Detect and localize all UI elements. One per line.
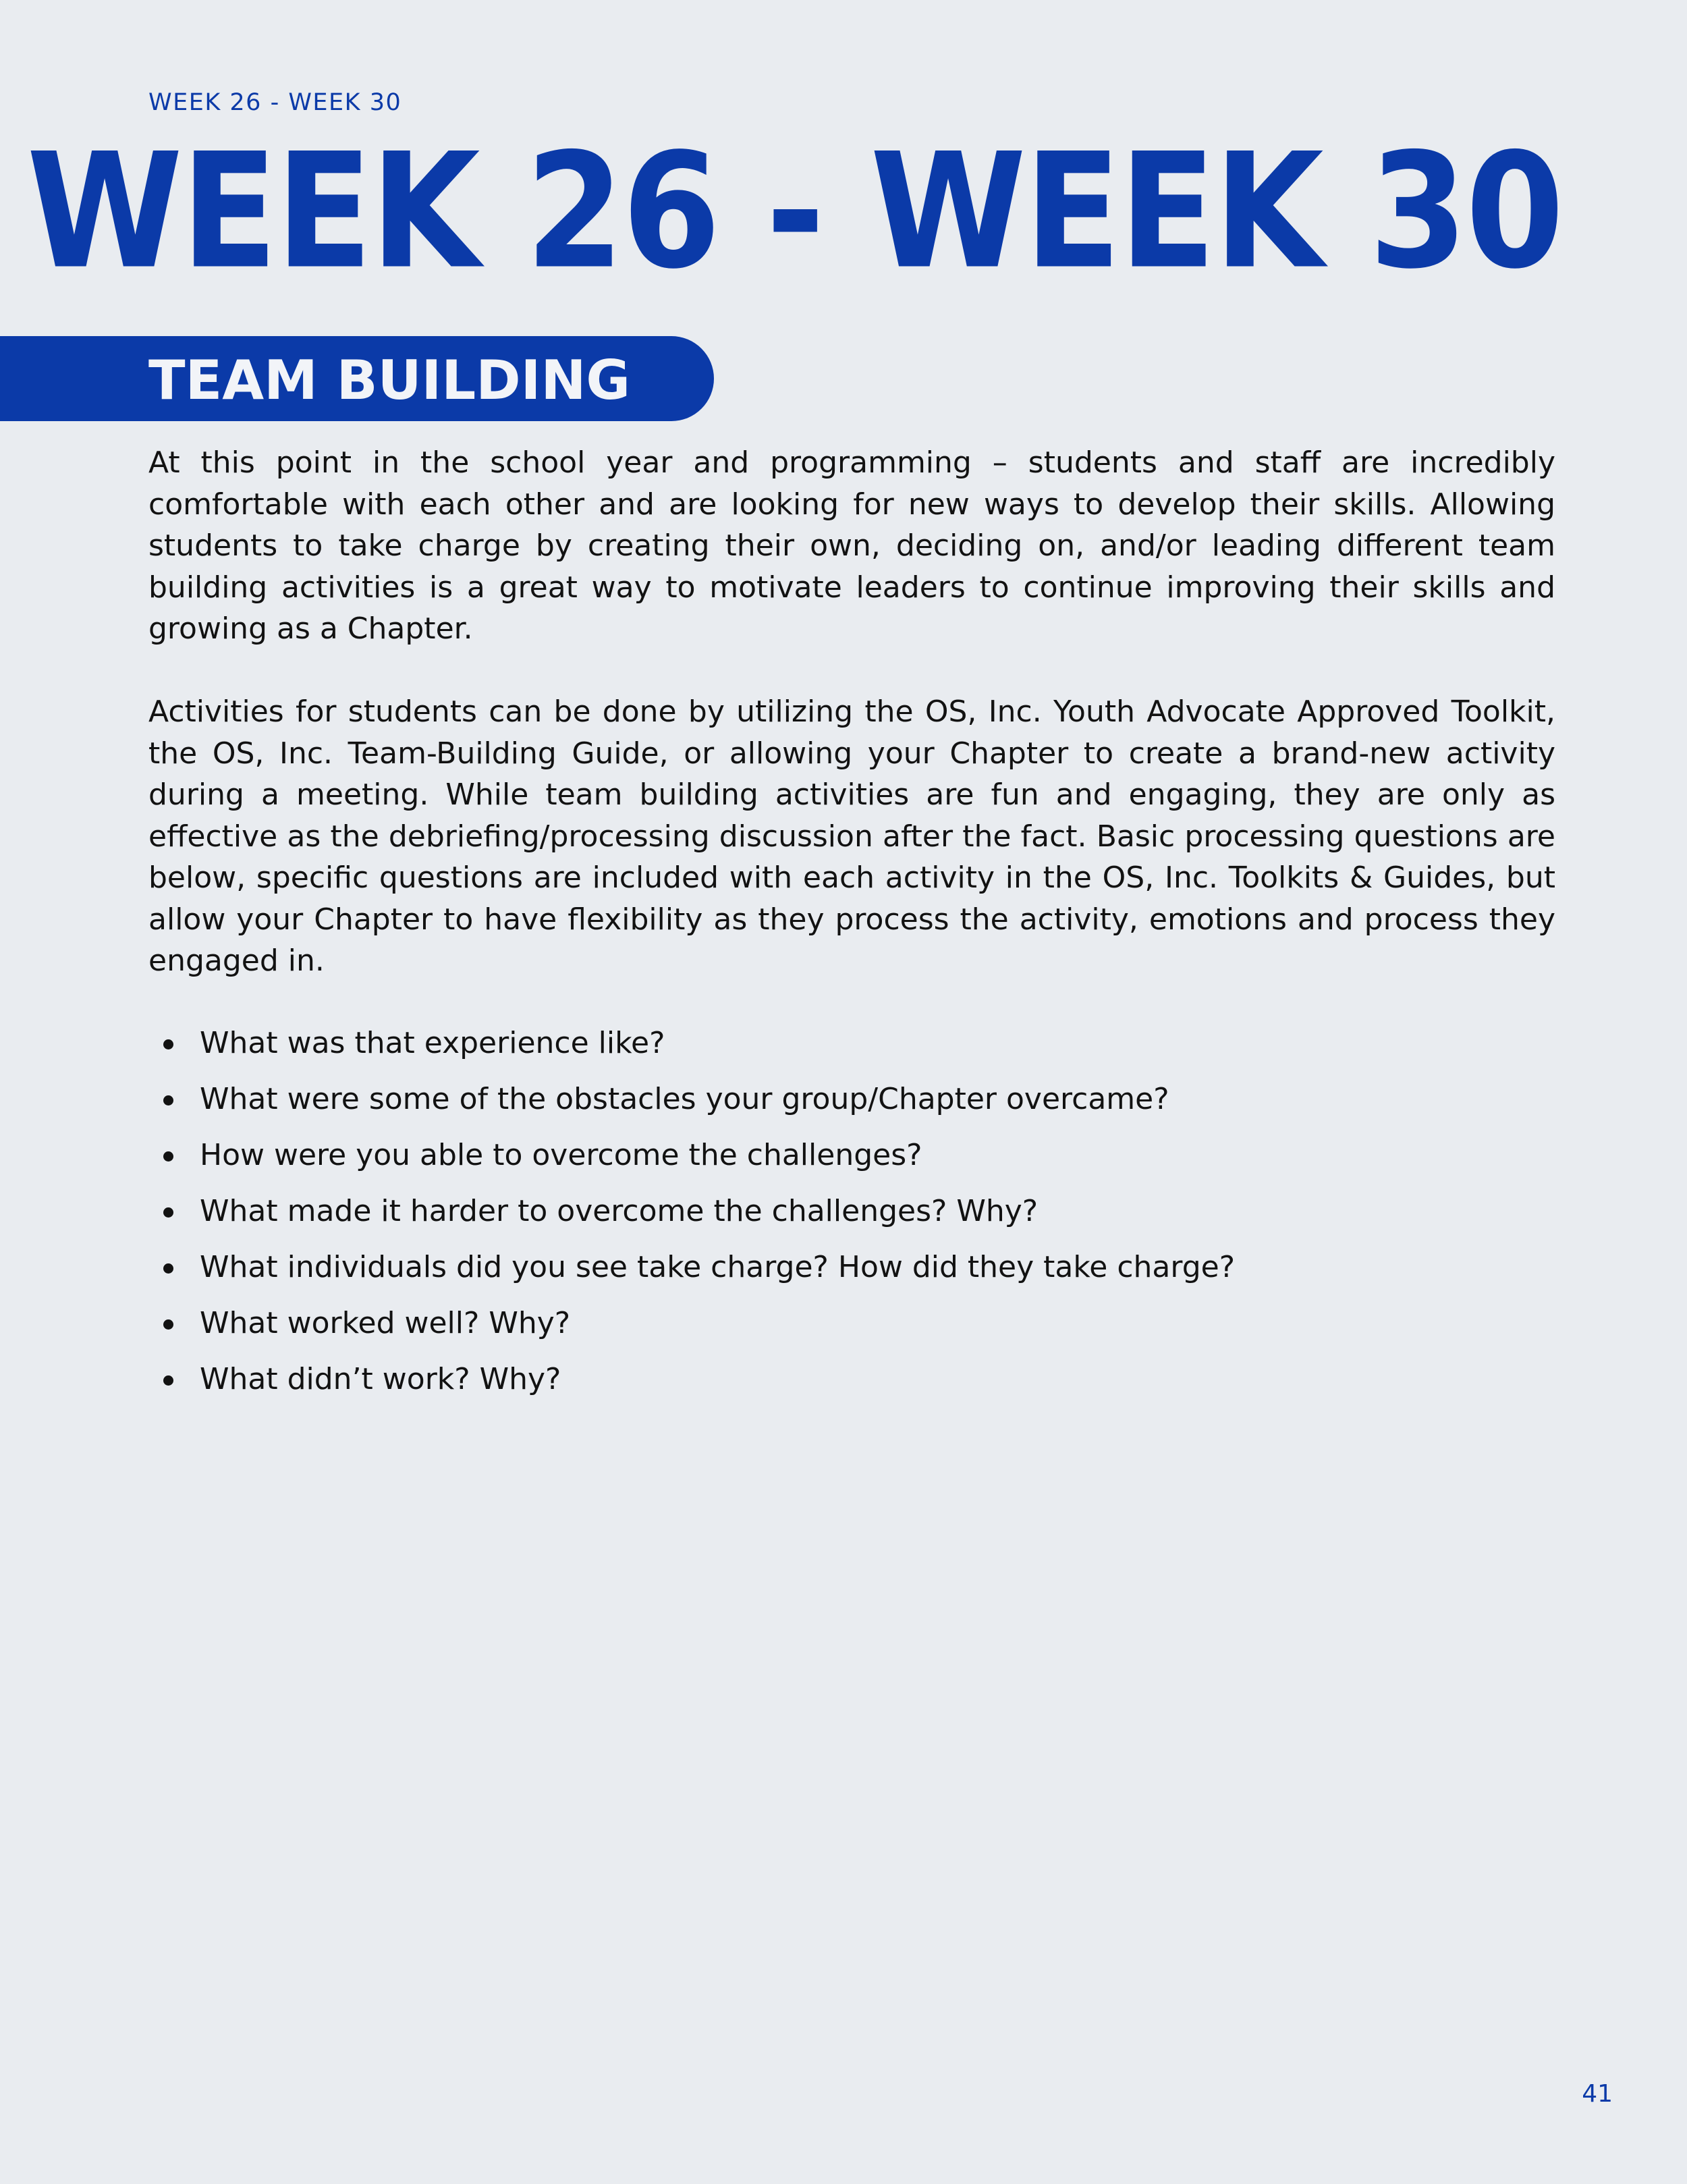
activities-paragraph: Activities for students can be done by utilizing the OS, Inc. Youth Advocate Approved Toolkit, the OS, Inc. Team-Building Guide, or allowing your Chapter to create a brand-new activity during a meeting. While team building activities are fun and engaging, they are only as effective as the debriefing/processing discussion after the fact. Basic processing questions are below, specific questions are included with each activity in the OS, Inc. Toolkits & Guides, but allow your Chapter to have flexibility as they process the activity, emotions and process they engaged in. [148, 694, 1555, 978]
page-number: 41 [1582, 2080, 1613, 2108]
running-header: WEEK 26 - WEEK 30 [148, 89, 402, 116]
question-text: What didn’t work? Why? [200, 1362, 561, 1396]
page-title: WEEK 26 - WEEK 30 [26, 119, 1562, 304]
section-title: TEAM BUILDING [148, 349, 631, 412]
question-text: What was that experience like? [200, 1026, 665, 1060]
list-item [148, 1359, 1555, 1415]
bullet-icon [163, 1319, 173, 1330]
processing-questions-list [148, 1022, 1555, 1415]
question-text: What worked well? Why? [200, 1306, 571, 1340]
list-item [148, 1135, 1555, 1191]
question-text: What were some of the obstacles your group/Chapter overcame? [200, 1082, 1169, 1116]
list-item [148, 1303, 1555, 1359]
list-item [148, 1191, 1555, 1247]
list-item [148, 1079, 1555, 1135]
bullet-icon [163, 1039, 173, 1049]
question-text: What individuals did you see take charge? How did they take charge? [200, 1250, 1236, 1284]
list-item [148, 1247, 1555, 1303]
question-text: What made it harder to overcome the challenges? Why? [200, 1194, 1039, 1228]
section-banner [0, 336, 714, 421]
intro-paragraph: At this point in the school year and programming – students and staff are incredibly comfortable with each other and are looking for new ways to develop their skills. Allowing students to take charge by creating their own, deciding on, and/or leading different team building activities is a great way to motivate leaders to continue improving their skills and growing as a Chapter. [148, 445, 1555, 646]
bullet-icon [163, 1207, 173, 1218]
bullet-icon [163, 1095, 173, 1105]
list-item [148, 1022, 1555, 1079]
bullet-icon [163, 1151, 173, 1162]
question-text: How were you able to overcome the challenges? [200, 1138, 922, 1172]
bullet-icon [163, 1375, 173, 1386]
bullet-icon [163, 1263, 173, 1274]
